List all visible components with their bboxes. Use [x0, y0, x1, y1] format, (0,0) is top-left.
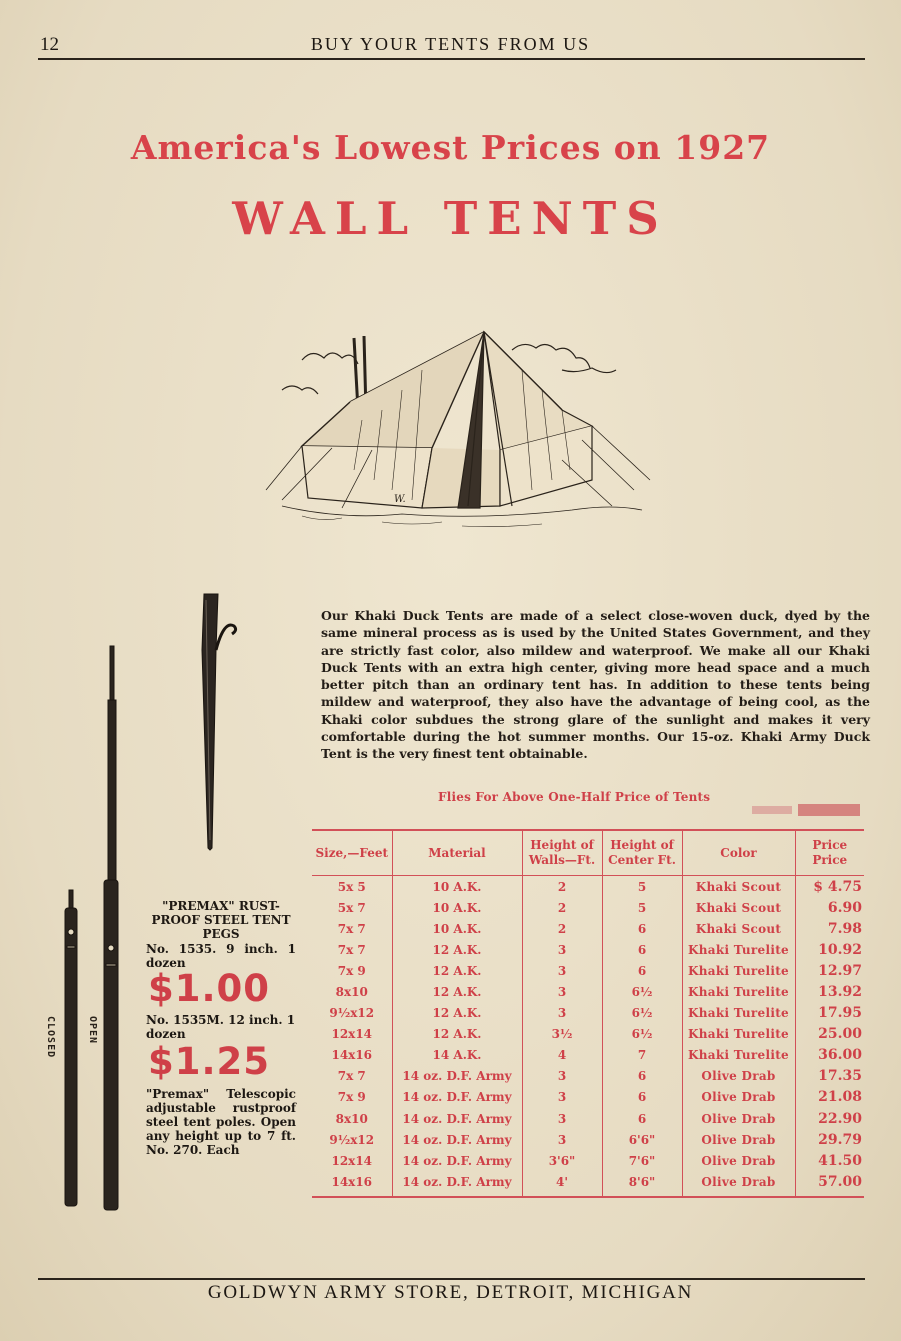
- cell-price: 6.90: [827, 899, 862, 916]
- peg-price-2: $1.25: [148, 1040, 271, 1083]
- cell-size: 12x14: [312, 1150, 392, 1171]
- cell-wall-height: 3: [522, 960, 602, 981]
- cell-size: 14x16: [312, 1171, 392, 1197]
- cell-center-height: 6: [602, 1108, 682, 1129]
- cell-color: Olive Drab: [682, 1150, 795, 1171]
- cell-size: 5x 5: [312, 876, 392, 898]
- cell-color: Khaki Turelite: [682, 960, 795, 981]
- cell-center-height: 6½: [602, 1024, 682, 1045]
- running-header: BUY YOUR TENTS FROM US: [310, 34, 591, 54]
- col-wall-height: Height of Walls—Ft.: [522, 830, 602, 876]
- cell-price: 36.00: [818, 1047, 862, 1064]
- peg-price-1: $1.00: [148, 967, 271, 1010]
- cell-material: 14 oz. D.F. Army: [392, 1150, 522, 1171]
- cell-color: Khaki Scout: [682, 918, 795, 939]
- table-row: [312, 1129, 864, 1150]
- cell-price: 13.92: [818, 984, 862, 1001]
- cell-color: Khaki Turelite: [682, 1045, 795, 1066]
- tent-price-table: [312, 829, 864, 1198]
- cell-size: 9½x12: [312, 1129, 392, 1150]
- cell-color: Olive Drab: [682, 1171, 795, 1197]
- cell-price: 57.00: [795, 1171, 864, 1197]
- cell-size: 7x 9: [312, 1087, 392, 1108]
- cell-wall-height: 3: [522, 1108, 602, 1129]
- peg-item-1535m: No. 1535M. 12 inch. 1 dozen: [146, 1013, 296, 1041]
- cell-wall-height: 3: [522, 1129, 602, 1150]
- telescopic-pole-closed: [65, 890, 77, 1206]
- col-color: Color: [682, 830, 795, 876]
- cell-color: Olive Drab: [682, 1087, 795, 1108]
- cell-size: 14x16: [312, 1045, 392, 1066]
- cell-wall-height: 3: [522, 1066, 602, 1087]
- cell-color: Olive Drab: [682, 1129, 795, 1150]
- cell-wall-height: 3: [522, 1087, 602, 1108]
- cell-size: 12x14: [312, 1024, 392, 1045]
- col-center-height: Height of Center Ft.: [602, 830, 682, 876]
- telescopic-pole-open: [104, 646, 118, 1210]
- cell-center-height: 6'6": [602, 1129, 682, 1150]
- cell-price: 22.90: [818, 1110, 862, 1127]
- flies-note: Flies For Above One-Half Price of Tents: [438, 790, 711, 804]
- cell-color: Khaki Scout: [682, 897, 795, 918]
- cell-color: Khaki Turelite: [682, 1024, 795, 1045]
- cell-size: 9½x12: [312, 1003, 392, 1024]
- cell-center-height: 6: [602, 939, 682, 960]
- cell-material: 10 A.K.: [392, 897, 522, 918]
- cell-wall-height: 2: [522, 876, 602, 898]
- table-row: [312, 1171, 864, 1197]
- cell-material: 12 A.K.: [392, 1024, 522, 1045]
- cell-wall-height: 2: [522, 918, 602, 939]
- cell-price: 21.08: [818, 1089, 862, 1106]
- table-row: [312, 981, 864, 1002]
- cell-size: 7x 9: [312, 960, 392, 981]
- cell-size: 7x 7: [312, 939, 392, 960]
- pegs-title: "PREMAX" RUST-PROOF STEEL TENT PEGS: [151, 899, 291, 941]
- cell-color: Olive Drab: [682, 1066, 795, 1087]
- cell-price: 41.50: [818, 1152, 862, 1169]
- cell-wall-height: 2: [522, 897, 602, 918]
- col-material: Material: [392, 830, 522, 876]
- cell-wall-height: 3: [522, 981, 602, 1002]
- wall-tent-illustration: [262, 330, 652, 532]
- cell-color: Khaki Turelite: [682, 1003, 795, 1024]
- cell-size: 8x10: [312, 981, 392, 1002]
- cell-price: 10.92: [818, 941, 862, 958]
- cell-price: $ 4.75: [813, 878, 862, 895]
- table-row: [312, 1150, 864, 1171]
- cell-color: Khaki Turelite: [682, 981, 795, 1002]
- store-footer: GOLDWYN ARMY STORE, DETROIT, MICHIGAN: [207, 1282, 694, 1303]
- cell-wall-height: 3½: [522, 1024, 602, 1045]
- cell-wall-height: 3: [522, 939, 602, 960]
- cell-price: 7.98: [827, 920, 862, 937]
- cell-material: 12 A.K.: [392, 939, 522, 960]
- col-price: Price Price: [795, 830, 864, 876]
- cell-center-height: 6: [602, 960, 682, 981]
- cell-material: 14 oz. D.F. Army: [392, 1108, 522, 1129]
- cell-material: 12 A.K.: [392, 1003, 522, 1024]
- cell-material: 14 oz. D.F. Army: [392, 1066, 522, 1087]
- closed-label: CLOSED: [45, 1016, 56, 1059]
- header-rule: [38, 58, 865, 60]
- cell-color: Khaki Scout: [682, 876, 795, 898]
- ink-smudge: [752, 803, 860, 817]
- cell-price: 17.35: [818, 1068, 862, 1085]
- cell-wall-height: 4': [522, 1171, 602, 1197]
- cell-wall-height: 4: [522, 1045, 602, 1066]
- cell-center-height: 5: [602, 876, 682, 898]
- table-row: [312, 1024, 864, 1045]
- tent-peg-image: [202, 594, 236, 850]
- table-row: [312, 1003, 864, 1024]
- cell-price: 12.97: [818, 962, 862, 979]
- headline-prices: America's Lowest Prices on 1927: [130, 128, 771, 167]
- col-size: Size,—Feet: [312, 830, 392, 876]
- cell-center-height: 6½: [602, 1003, 682, 1024]
- cell-material: 10 A.K.: [392, 876, 522, 898]
- cell-color: Olive Drab: [682, 1108, 795, 1129]
- open-label: OPEN: [87, 1016, 98, 1045]
- cell-center-height: 8'6": [602, 1171, 682, 1197]
- table-header-row: [312, 830, 864, 876]
- cell-center-height: 7'6": [602, 1150, 682, 1171]
- cell-material: 14 oz. D.F. Army: [392, 1087, 522, 1108]
- footer-rule: [38, 1278, 865, 1280]
- table-row: [312, 1087, 864, 1108]
- headline-wall-tents: WALL TENTS: [232, 192, 669, 245]
- cell-material: 14 oz. D.F. Army: [392, 1171, 522, 1197]
- table-row: [312, 918, 864, 939]
- cell-center-height: 6½: [602, 981, 682, 1002]
- table-row: [312, 876, 864, 898]
- cell-center-height: 6: [602, 1066, 682, 1087]
- cell-price: 29.79: [818, 1131, 862, 1148]
- peg-item-1535: No. 1535. 9 inch. 1 dozen: [146, 942, 296, 970]
- cell-center-height: 6: [602, 1087, 682, 1108]
- table-row: [312, 1045, 864, 1066]
- tent-description: Our Khaki Duck Tents are made of a select close-woven duck, dyed by the same mineral process as is used by the United States Government, and they are strictly fast color, also mildew and waterproof. We make all our Khaki Duck Tents with an extra high center, giving more head space and a much better pitch than an ordinary tent has. In addition to these tents being mildew and waterproof, they also have the advantage of being cool, as the Khaki color subdues the strong glare of the sunlight and makes it very comfortable during the hot summer months. Our 15-oz. Khaki Army Duck Tent is the very finest tent obtainable.: [321, 608, 870, 762]
- cell-wall-height: 3: [522, 1003, 602, 1024]
- cell-center-height: 5: [602, 897, 682, 918]
- cell-material: 14 A.K.: [392, 1045, 522, 1066]
- cell-size: 7x 7: [312, 918, 392, 939]
- cell-wall-height: 3'6": [522, 1150, 602, 1171]
- cell-material: 10 A.K.: [392, 918, 522, 939]
- table-row: [312, 960, 864, 981]
- table-row: [312, 897, 864, 918]
- cell-material: 14 oz. D.F. Army: [392, 1129, 522, 1150]
- page-number: 12: [40, 34, 59, 55]
- cell-price: 25.00: [818, 1026, 862, 1043]
- cell-center-height: 6: [602, 918, 682, 939]
- cell-color: Khaki Turelite: [682, 939, 795, 960]
- table-row: [312, 1108, 864, 1129]
- cell-size: 7x 7: [312, 1066, 392, 1087]
- cell-material: 12 A.K.: [392, 960, 522, 981]
- cell-price: 17.95: [818, 1005, 862, 1022]
- poles-description: "Premax" Telescopic adjustable rustproof steel tent poles. Open any height up to 7 ft. No. 270. Each: [146, 1087, 296, 1157]
- illustration-signature: W.: [394, 494, 406, 505]
- cell-size: 8x10: [312, 1108, 392, 1129]
- cell-material: 12 A.K.: [392, 981, 522, 1002]
- cell-size: 5x 7: [312, 897, 392, 918]
- table-row: [312, 1066, 864, 1087]
- table-row: [312, 939, 864, 960]
- cell-center-height: 7: [602, 1045, 682, 1066]
